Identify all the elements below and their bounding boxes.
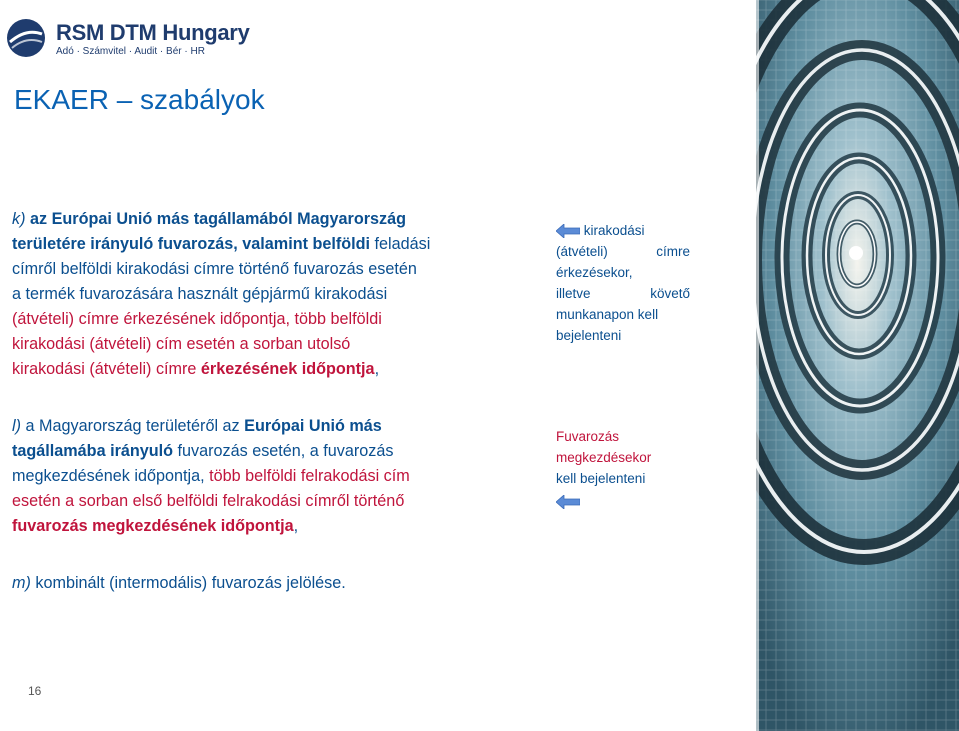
note1-line6: bejelenteni <box>556 328 622 343</box>
note2-line3: kell bejelenteni <box>556 471 646 486</box>
logo-tagline: Adó · Számvitel · Audit · Bér · HR <box>56 46 205 57</box>
para-k-line3: címről belföldi kirakodási címre történő fuvarozás esetén <box>12 260 417 278</box>
para-m-text: kombinált (intermodális) fuvarozás jelölése. <box>30 574 346 592</box>
spiral-staircase-photo <box>756 0 959 731</box>
note-arrival <box>556 220 690 346</box>
para-k-line6: kirakodási (átvételi) cím esetén a sorban utolsó <box>12 335 351 353</box>
para-k-line7-end: , <box>374 360 380 378</box>
note1-line1: kirakodási <box>583 223 645 238</box>
note1-line4a: illetve <box>556 286 591 301</box>
para-k-line1: az Európai Unió más tagállamából Magyarország <box>29 210 406 228</box>
para-k-line5: (átvételi) címre érkezésének időpontja, több belföldi <box>12 310 382 328</box>
note2-line2: megkezdésekor <box>556 450 652 465</box>
para-k-line7-plain: kirakodási (átvételi) címre <box>12 360 201 378</box>
note1-line2a: (átvételi) <box>556 244 608 259</box>
note1-line4b: követő <box>650 286 690 301</box>
para-l-line3-plain: megkezdésének időpontja, <box>12 467 210 485</box>
left-arrow-icon <box>556 224 580 238</box>
paragraph-k <box>12 207 430 382</box>
para-l-marker: l) <box>12 417 21 435</box>
para-l-line1-bold: Európai Unió más <box>244 417 382 435</box>
note2-line1: Fuvarozás <box>556 429 620 444</box>
logo-name: RSM DTM Hungary <box>56 20 250 45</box>
para-k-line7-bold: érkezésének időpontja <box>200 360 375 378</box>
note1-line5: munkanapon kell <box>556 307 659 322</box>
para-k-line2-bold: területére irányuló fuvarozás, valamint belföldi <box>12 235 371 253</box>
note-departure <box>556 426 736 512</box>
note1-line2b: címre <box>656 244 690 259</box>
para-l-line4: esetén a sorban első belföldi felrakodási címről történő <box>12 492 405 510</box>
left-arrow-icon <box>556 495 580 509</box>
note1-line3: érkezésekor, <box>556 265 633 280</box>
para-l-line5-end: , <box>293 517 299 535</box>
para-l-line3-red: több belföldi felrakodási cím <box>209 467 410 485</box>
para-k-marker: k) <box>12 210 26 228</box>
page-title: EKAER – szabályok <box>14 84 265 115</box>
para-l-line5-bold: fuvarozás megkezdésének időpontja <box>12 517 294 535</box>
para-l-line2-bold: tagállamába irányuló <box>12 442 174 460</box>
para-m-marker: m) <box>12 574 31 592</box>
company-logo <box>6 18 250 62</box>
para-k-line2-plain: feladási <box>370 235 431 253</box>
para-l-line2-plain: fuvarozás esetén, a fuvarozás <box>173 442 394 460</box>
para-l-line1-plain: a Magyarország területéről az <box>21 417 245 435</box>
paragraph-m <box>12 571 346 596</box>
para-k-line4: a termék fuvarozására használt gépjármű kirakodási <box>12 285 388 303</box>
paragraph-l <box>12 414 410 539</box>
page-number: 16 <box>28 684 42 698</box>
rsm-globe-icon <box>6 18 46 58</box>
